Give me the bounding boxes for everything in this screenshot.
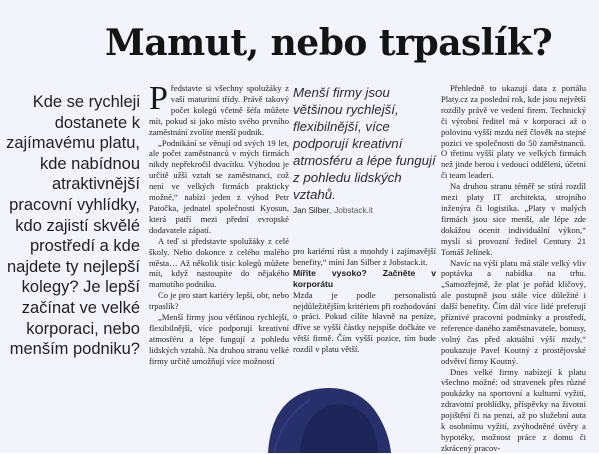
quote-attribution — [293, 206, 436, 215]
paragraph: „Menší firmy jsou většinou rychlejší, flexibilnější, více podporují kreativní atmosféru a lépe fungují z pohledu lidských vztahů. Na druhou stranu velké firmy určitě umožňují více možností — [149, 312, 289, 366]
pull-quote: Menší firmy jsou většinou rychlejší, flexibilnější, více podporují kreativní atmosféru a lépe fungují z pohledu lidských vztahů. — [293, 85, 436, 202]
paragraph: Mzda je podle personalistů nejdůležitějším kritériem při rozhodování o práci. Pokud cílíte hlavně na peníze, dříve se vyšší částky nejspíše dočkáte ve větší firmě. Čím vyšší pozice, tím bude rozdíl v platu větší. — [293, 289, 436, 355]
paragraph: Navíc na výši platu má stále velký vliv poptávka a nabídka na trhu. „Samozřejmě, že plat je pořád klíčový, ale postupně jsou stále více důležité i další benefity. Čím dál více lidé preferují příznivé pracovní podmínky a prostředí, reference daného zaměstnavatele, bonusy, volný čas před aktuální výší mzdy,“ poukazuje Pavel Koutný z prostějovské odvětví firmy Koutný. — [441, 257, 586, 366]
paragraph: Přehledně to ukazují data z portálu Platy.cz za poslední rok, kde jsou největší rozdíly právě ve vedení firem. Technický či výrobní ředitel má v korporaci až o polovinu vyšší mzdu než člověk na stejné pozici ve společnosti do 50 zaměstnanců. O třetinu vyšší platy ve velkých firmách než jinde berou i vedoucí oddělení, účetní či team leaderi. — [441, 83, 586, 181]
article-column-3 — [441, 83, 586, 454]
subheading: Mířite vysoko? Začněte v korporátu — [293, 267, 436, 289]
attribution-name: Jan Silber, — [293, 206, 332, 215]
mammoth-illustration — [150, 300, 440, 453]
lede-paragraph: Kde se rychleji dostanete k zajímavému platu, kde nabídnou atraktivnější pracovní vyhlídky, kdo zajistí skvělé prostředí a kde najdete ty nejlepší kolegy? Je lepší začínat ve velké korporaci, nebo menším podniku? — [6, 93, 140, 359]
attribution-source: Jobstack.it — [334, 206, 373, 215]
paragraph: „Podnikání se věnují od svých 19 let, ale počet zaměstnanců v mých firmách nikdy nepřekročil dvacítku. Výhodou je určitě užší vztah se zaměstnanci, což není ve velkých firmách prakticky možné,“ nabízí jeden z výhod Petr Patočka, jednatel společnosti Kyosun, která patří mezi přední evropské dodavatele zápatí. — [149, 137, 289, 235]
paragraph: A teď si představte spolužáky z celé školy. Nebo dokonce z celého malého města… Až několik tisíc kolegů můžete mít, když nastoupíte do nějakého mamutího podniku. — [149, 235, 289, 290]
paragraph: Na druhou stranu téměř se stírá rozdíl mezi platy IT architekta, strojního inženýra či logistika. „Platy v malých firmách jsou sice menší, ale lépe zde dokážou ocenit individuální výkon,“ myslí si provozní ředitel Century 21 Tomáš Jelínek. — [441, 181, 586, 257]
paragraph: Co je pro start kariéry lepší, obr, nebo trpaslík? — [149, 290, 289, 312]
mammoth-figure-icon — [150, 300, 440, 453]
paragraph: Představte si všechny spolužáky z vaší maturitní třídy. Právě takový počet kolegů včetně šéfa můžete mít, pokud si jako místo svého prvního zaměstnání zvolíte menší podnik. — [149, 80, 289, 137]
paragraph: pro kariérní růst a mnohdy i zajímavější benefity,“ míní Jan Silber z Jobstack.it. — [293, 246, 436, 267]
drop-cap: P — [149, 80, 168, 117]
headline: Mamut, nebo trpaslík? — [105, 22, 553, 64]
paragraph: Dnes velké firmy nabízejí k platu všechno možné: od stravenek přes různé poukázky na sportovní a kulturní vyžití, zdravotní prohlídky, příspěvky na životní pojištění či na penzi, až po služební auta k osobnímu vyžití, zvýhodněné úvěry a hypotéky, možnost práce z domu či zkrácený pracov- — [441, 366, 586, 453]
